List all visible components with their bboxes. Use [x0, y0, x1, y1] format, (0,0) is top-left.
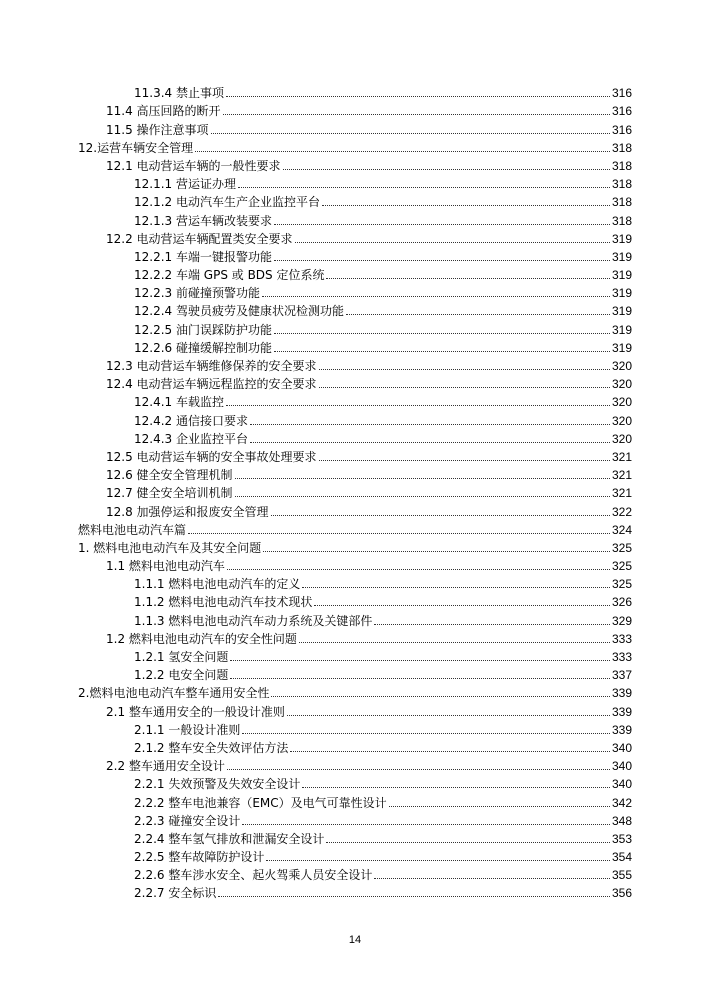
toc-entry-title: 12.5 电动营运车辆的安全事故处理要求 [106, 449, 317, 464]
toc-entry-page: 320 [611, 359, 632, 373]
toc-entry-page: 339 [611, 686, 632, 701]
toc-entry[interactable] [78, 555, 632, 573]
page-number: 14 [348, 934, 362, 946]
toc-entry[interactable] [78, 464, 632, 482]
toc-entry-page: 320 [611, 431, 632, 446]
toc-leader-dots [250, 441, 610, 443]
toc-leader-dots [226, 95, 610, 97]
toc-entry-title: 12.4 电动营运车辆远程监控的安全要求 [106, 377, 317, 392]
toc-entry-page: 319 [611, 249, 632, 264]
toc-leader-dots [271, 695, 610, 697]
toc-leader-dots [250, 423, 610, 425]
toc-leader-dots [226, 404, 610, 406]
toc-entry-page: 316 [611, 104, 632, 119]
toc-entry-title: 燃料电池电动汽车篇 [78, 522, 187, 537]
toc-entry-page: 321 [611, 468, 632, 483]
toc-entry-page: 325 [611, 577, 632, 592]
toc-entry-title: 12.7 健全安全培训机制 [106, 486, 233, 501]
toc-entry-title: 2.2.2 整车电池兼容（EMC）及电气可靠性设计 [134, 795, 387, 810]
toc-entry[interactable] [78, 246, 632, 264]
toc-entry-page: 320 [611, 413, 632, 428]
toc-entry-page: 316 [611, 122, 632, 137]
toc-entry-page: 322 [611, 504, 632, 519]
toc-leader-dots [290, 750, 610, 752]
toc-entry[interactable] [78, 682, 632, 700]
toc-entry-title: 1.2.1 氢安全问题 [134, 650, 229, 664]
toc-entry-title: 2.1.2 整车安全失效评估方法 [134, 740, 289, 755]
toc-entry-title: 12.1.2 电动汽车生产企业监控平台 [134, 195, 320, 210]
toc-leader-dots [295, 241, 610, 243]
toc-leader-dots [242, 823, 610, 825]
toc-entry[interactable] [78, 173, 632, 191]
toc-entry-page: 340 [611, 740, 632, 755]
toc-entry-title: 2.1.1 一般设计准则 [134, 722, 241, 737]
toc-leader-dots [238, 186, 610, 188]
toc-entry-page: 318 [611, 177, 632, 192]
toc-entry[interactable] [78, 428, 632, 446]
toc-entry-page: 321 [611, 486, 632, 501]
toc-leader-dots [302, 586, 610, 588]
toc-entry[interactable] [78, 373, 632, 391]
toc-entry[interactable] [78, 591, 632, 609]
toc-leader-dots [389, 805, 610, 807]
toc-entry-page: 320 [611, 395, 632, 410]
toc-leader-dots [326, 277, 609, 279]
toc-entry-page: 318 [611, 158, 632, 173]
toc-leader-dots [299, 641, 610, 643]
toc-leader-dots [230, 659, 610, 661]
toc-leader-dots [346, 313, 610, 315]
toc-leader-dots [274, 350, 610, 352]
toc-leader-dots [188, 532, 610, 534]
toc-entry[interactable] [78, 864, 632, 882]
toc-entry-page: 340 [611, 777, 632, 792]
toc-entry[interactable] [78, 755, 632, 773]
toc-entry[interactable] [78, 700, 632, 718]
toc-leader-dots [263, 550, 610, 552]
toc-entry-title: 12.8 加强停运和报废安全管理 [106, 504, 269, 519]
toc-entry[interactable] [78, 537, 632, 555]
toc-leader-dots [235, 495, 610, 497]
toc-entry[interactable] [78, 155, 632, 173]
toc-entry[interactable] [78, 118, 632, 136]
toc-leader-dots [211, 132, 610, 134]
toc-entry-page: 316 [611, 86, 632, 101]
toc-entry-title: 12.1 电动营运车辆的一般性要求 [106, 158, 281, 173]
toc-entry-title: 2.1 整车通用安全的一般设计准则 [106, 704, 285, 719]
toc-entry-title: 2.燃料电池电动汽车整车通用安全性 [78, 686, 270, 701]
toc-entry-title: 12.2.5 油门误踩防护功能 [134, 322, 272, 337]
toc-entry-page: 319 [611, 286, 632, 301]
toc-entry-title: 2.2.5 整车故障防护设计 [134, 850, 265, 865]
toc-entry-title: 12.3 电动营运车辆维修保养的安全要求 [106, 359, 317, 373]
toc-leader-dots [266, 859, 610, 861]
toc-leader-dots [326, 841, 610, 843]
toc-entry-title: 2.2.1 失效预警及失效安全设计 [134, 777, 301, 792]
toc-entry[interactable] [78, 282, 632, 300]
toc-entry[interactable] [78, 664, 632, 682]
toc-entry[interactable] [78, 500, 632, 518]
toc-entry-title: 11.4 高压回路的断开 [106, 104, 221, 119]
toc-entry[interactable] [78, 228, 632, 246]
toc-entry-title: 11.5 操作注意事项 [106, 122, 209, 137]
toc-entry-title: 2.2 整车通用安全设计 [106, 759, 225, 774]
toc-entry-page: 326 [611, 595, 632, 610]
toc-entry-title: 1.1 燃料电池电动汽车 [106, 559, 225, 574]
toc-entry[interactable] [78, 482, 632, 500]
toc-entry-page: 318 [611, 140, 632, 155]
toc-leader-dots [374, 877, 610, 879]
toc-leader-dots [314, 604, 610, 606]
toc-leader-dots [271, 514, 610, 516]
toc-entry-page: 342 [611, 795, 632, 810]
toc-entry-title: 2.2.3 碰撞安全设计 [134, 813, 241, 828]
toc-leader-dots [242, 732, 610, 734]
toc-entry-title: 1.1.1 燃料电池电动汽车的定义 [134, 577, 301, 592]
toc-entry-title: 12.2.1 车端一键报警功能 [134, 249, 272, 264]
toc-entry[interactable] [78, 609, 632, 627]
toc-entry-page: 339 [611, 722, 632, 737]
toc-entry-page: 339 [611, 704, 632, 719]
toc-entry-title: 12.2.4 驾驶员疲劳及健康状况检测功能 [134, 304, 344, 319]
toc-entry[interactable] [78, 300, 632, 318]
toc-entry[interactable] [78, 137, 632, 155]
toc-entry-title: 2.2.6 整车涉水安全、起火驾乘人员安全设计 [134, 868, 373, 883]
toc-entry[interactable] [78, 100, 632, 118]
toc-entry-title: 12.4.3 企业监控平台 [134, 431, 248, 446]
toc-entry[interactable] [78, 773, 632, 791]
toc-leader-dots [287, 714, 610, 716]
toc-entry-page: 324 [611, 522, 632, 537]
toc-entry-page: 319 [611, 304, 632, 319]
toc-entry[interactable] [78, 846, 632, 864]
toc-leader-dots [262, 295, 610, 297]
toc-entry-page: 319 [611, 322, 632, 337]
toc-entry-title: 12.4.1 车载监控 [134, 395, 224, 410]
toc-leader-dots [274, 259, 610, 261]
toc-leader-dots [227, 768, 610, 770]
toc-entry-title: 1.2.2 电安全问题 [134, 668, 229, 683]
toc-entry[interactable] [78, 82, 632, 100]
toc-entry-page: 319 [611, 268, 632, 283]
toc-entry[interactable] [78, 355, 632, 373]
toc-entry-page: 318 [611, 213, 632, 228]
toc-entry-title: 12.4.2 通信接口要求 [134, 413, 248, 428]
toc-entry-page: 348 [611, 813, 632, 828]
toc-leader-dots [195, 150, 610, 152]
toc-entry[interactable] [78, 810, 632, 828]
toc-leader-dots [274, 332, 610, 334]
toc-entry-title: 12.6 健全安全管理机制 [106, 468, 233, 483]
toc-entry[interactable] [78, 882, 632, 900]
toc-entry[interactable] [78, 446, 632, 464]
toc-entry-title: 12.运营车辆安全管理 [78, 140, 194, 155]
toc-entry-page: 355 [611, 868, 632, 883]
toc-entry-title: 1.1.2 燃料电池电动汽车技术现状 [134, 595, 313, 610]
toc-entry-title: 2.2.7 安全标识 [134, 886, 217, 901]
toc-leader-dots [319, 368, 610, 370]
toc-entry-page: 354 [611, 850, 632, 865]
toc-entry[interactable] [78, 519, 632, 537]
toc-entry-page: 325 [611, 540, 632, 555]
toc-entry[interactable] [78, 573, 632, 591]
table-of-contents [78, 82, 632, 900]
toc-leader-dots [230, 677, 610, 679]
toc-entry[interactable] [78, 719, 632, 737]
toc-entry-page: 337 [611, 668, 632, 683]
toc-leader-dots [319, 386, 610, 388]
toc-entry[interactable] [78, 828, 632, 846]
toc-entry-title: 12.1.3 营运车辆改装要求 [134, 213, 272, 228]
toc-entry[interactable] [78, 391, 632, 409]
toc-entry[interactable] [78, 791, 632, 809]
toc-entry-page: 319 [611, 231, 632, 246]
toc-entry[interactable] [78, 646, 632, 664]
toc-leader-dots [235, 477, 610, 479]
toc-leader-dots [322, 204, 610, 206]
toc-entry[interactable] [78, 628, 632, 646]
toc-entry-page: 356 [611, 886, 632, 901]
toc-entry[interactable] [78, 409, 632, 427]
toc-leader-dots [274, 223, 610, 225]
toc-entry[interactable] [78, 264, 632, 282]
toc-entry-page: 319 [611, 340, 632, 355]
toc-entry-title: 1. 燃料电池电动汽车及其安全问题 [78, 540, 262, 555]
toc-leader-dots [223, 113, 610, 115]
toc-entry-title: 1.2 燃料电池电动汽车的安全性问题 [106, 631, 297, 646]
toc-leader-dots [218, 895, 610, 897]
toc-entry[interactable] [78, 737, 632, 755]
toc-entry-page: 329 [611, 613, 632, 628]
toc-entry-title: 12.2 电动营运车辆配置类安全要求 [106, 231, 293, 246]
toc-entry-title: 12.2.6 碰撞缓解控制功能 [134, 340, 272, 355]
toc-entry[interactable] [78, 318, 632, 336]
toc-leader-dots [374, 623, 610, 625]
toc-leader-dots [227, 568, 610, 570]
toc-entry-title: 12.2.3 前碰撞预警功能 [134, 286, 260, 301]
toc-entry-title: 12.1.1 营运证办理 [134, 177, 236, 192]
toc-entry-page: 333 [611, 650, 632, 664]
toc-leader-dots [319, 459, 610, 461]
toc-entry-page: 321 [611, 449, 632, 464]
toc-entry-page: 325 [611, 559, 632, 574]
toc-entry-title: 1.1.3 燃料电池电动汽车动力系统及关键部件 [134, 613, 373, 628]
toc-entry-page: 333 [611, 631, 632, 646]
toc-entry-page: 340 [611, 759, 632, 774]
toc-entry-page: 353 [611, 831, 632, 846]
toc-entry-title: 11.3.4 禁止事项 [134, 86, 224, 101]
toc-entry[interactable] [78, 337, 632, 355]
toc-entry[interactable] [78, 209, 632, 227]
toc-leader-dots [283, 168, 610, 170]
toc-entry[interactable] [78, 191, 632, 209]
toc-entry-page: 318 [611, 195, 632, 210]
toc-leader-dots [302, 786, 610, 788]
toc-entry-title: 2.2.4 整车氢气排放和泄漏安全设计 [134, 831, 325, 846]
toc-entry-title: 12.2.2 车端 GPS 或 BDS 定位系统 [134, 268, 325, 283]
toc-entry-page: 320 [611, 377, 632, 392]
